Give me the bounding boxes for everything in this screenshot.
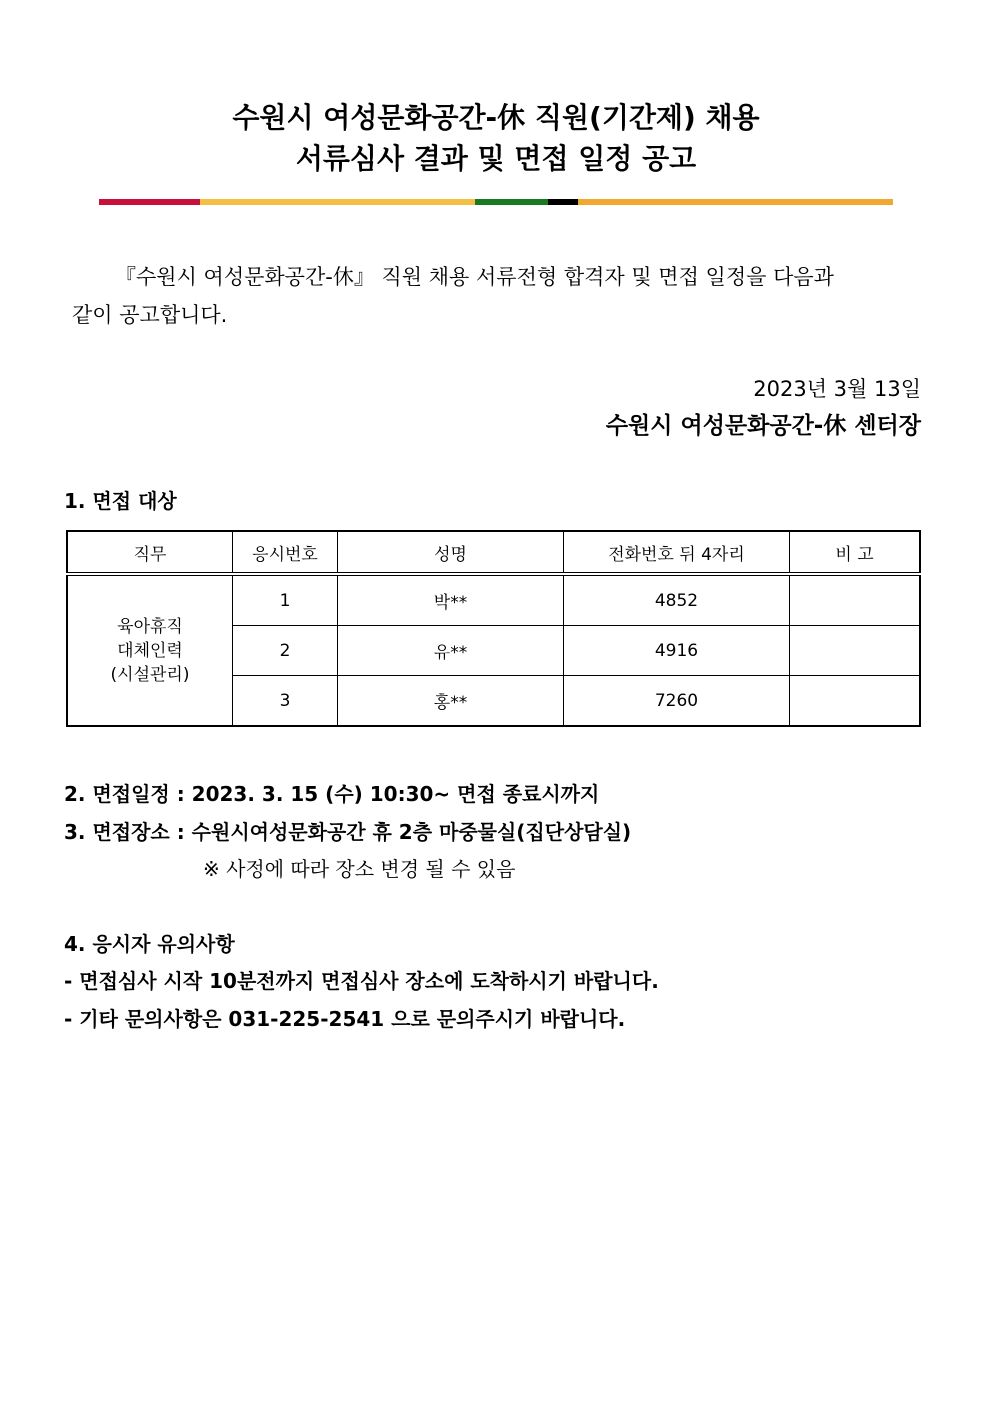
job-cell	[67, 574, 233, 726]
table-header-row	[67, 531, 920, 574]
header-name: 성명	[338, 531, 564, 574]
number-cell: 3	[233, 676, 338, 727]
color-bar-green	[475, 199, 548, 205]
color-bar-yellow	[200, 199, 475, 205]
issuer: 수원시 여성문화공간-休 센터장	[605, 413, 921, 439]
note-1: - 면접심사 시작 10분전까지 면접심사 장소에 도착하시기 바랍니다.	[64, 969, 659, 993]
header-job: 직무	[67, 531, 233, 574]
section-3-location: 3. 면접장소 : 수원시여성문화공간 휴 2층 마중물실(집단상담실)	[64, 820, 632, 844]
number-cell: 1	[233, 574, 338, 626]
name-cell: 박**	[338, 574, 564, 626]
notice-date: 2023년 3월 13일	[753, 377, 921, 401]
location-note: ※ 사정에 따라 장소 변경 될 수 있음	[203, 857, 516, 881]
header-number: 응시번호	[233, 531, 338, 574]
intro-line-1: 『수원시 여성문화공간-休』 직원 채용 서류전형 합격자 및 면접 일정을 다음과	[115, 265, 834, 289]
number-cell: 2	[233, 626, 338, 676]
job-line: (시설관리)	[110, 664, 190, 685]
table-row	[67, 574, 920, 626]
job-line: 대체인력	[117, 640, 183, 661]
phone-cell: 7260	[564, 676, 790, 727]
interview-candidates-table	[66, 530, 921, 727]
color-bar-red	[99, 199, 200, 205]
phone-cell: 4852	[564, 574, 790, 626]
color-bar-orange	[578, 199, 893, 205]
note-cell	[790, 626, 921, 676]
note-2: - 기타 문의사항은 031-225-2541 으로 문의주시기 바랍니다.	[64, 1007, 626, 1031]
color-bar-black	[548, 199, 578, 205]
name-cell: 유**	[338, 626, 564, 676]
section-2-schedule: 2. 면접일정 : 2023. 3. 15 (수) 10:30~ 면접 종료시까지	[64, 782, 600, 806]
title-line-2: 서류심사 결과 및 면접 일정 공고	[295, 142, 697, 175]
phone-cell: 4916	[564, 626, 790, 676]
title-line-1: 수원시 여성문화공간-休 직원(기간제) 채용	[232, 101, 760, 134]
intro-line-2: 같이 공고합니다.	[72, 303, 228, 327]
section-1-heading: 1. 면접 대상	[64, 489, 177, 513]
name-cell: 홍**	[338, 676, 564, 727]
header-note: 비 고	[790, 531, 921, 574]
note-cell	[790, 676, 921, 727]
note-cell	[790, 574, 921, 626]
section-4-heading: 4. 응시자 유의사항	[64, 932, 235, 956]
job-line: 육아휴직	[117, 616, 183, 637]
header-phone: 전화번호 뒤 4자리	[564, 531, 790, 574]
